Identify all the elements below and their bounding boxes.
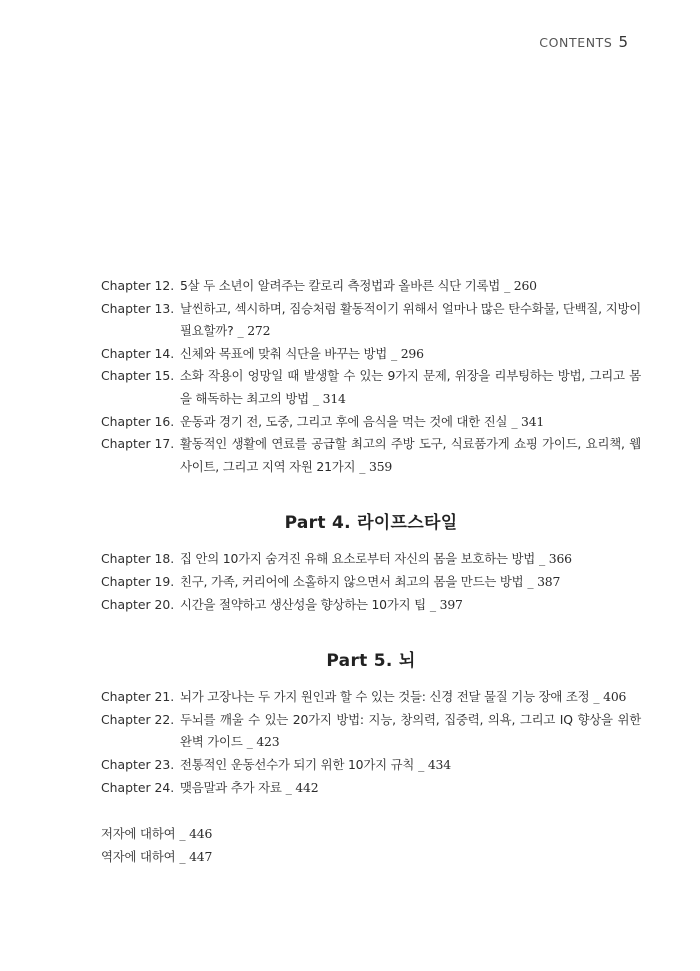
toc-entry-about-author[interactable] bbox=[101, 823, 641, 846]
part3-chapter-list bbox=[101, 275, 641, 478]
toc-entry-chapter-13[interactable] bbox=[101, 298, 641, 343]
chapter-page: _ 406 bbox=[593, 689, 627, 705]
chapter-number: Chapter 17. bbox=[101, 436, 175, 452]
chapter-number: Chapter 19. bbox=[101, 573, 175, 589]
chapter-number: Chapter 14. bbox=[101, 345, 175, 361]
chapter-title-wrap bbox=[180, 709, 641, 754]
page-number: 5 bbox=[618, 33, 628, 51]
chapter-page: _ 296 bbox=[391, 345, 424, 361]
toc-entry-chapter-16[interactable] bbox=[101, 411, 641, 434]
appendix-title: 역자에 대하여 bbox=[101, 848, 176, 864]
chapter-title: 뇌가 고장나는 두 가지 원인과 할 수 있는 것들: 신경 전달 물질 기능 장애 조정 bbox=[180, 689, 590, 705]
part5-chapter-list bbox=[101, 686, 641, 799]
chapter-title-wrap bbox=[180, 365, 641, 410]
appendix-title: 저자에 대하여 bbox=[101, 826, 176, 842]
chapter-title-wrap bbox=[180, 433, 641, 478]
chapter-page: _ 366 bbox=[539, 551, 572, 567]
running-header bbox=[539, 33, 628, 51]
chapter-number: Chapter 15. bbox=[101, 368, 175, 384]
chapter-page: _ 387 bbox=[527, 573, 561, 589]
chapter-title-wrap bbox=[180, 777, 641, 800]
toc-entry-chapter-18[interactable] bbox=[101, 548, 641, 571]
appendix-page: _ 446 bbox=[179, 826, 213, 842]
toc-entry-chapter-22[interactable] bbox=[101, 709, 641, 754]
toc-entry-chapter-21[interactable] bbox=[101, 686, 641, 709]
chapter-page: _ 434 bbox=[418, 756, 451, 772]
chapter-page: _ 272 bbox=[237, 323, 271, 339]
chapter-page: _ 260 bbox=[504, 278, 537, 293]
chapter-title: 맺음말과 추가 자료 bbox=[180, 779, 282, 795]
chapter-number: Chapter 12. bbox=[101, 278, 175, 293]
chapter-title-wrap bbox=[180, 686, 641, 709]
chapter-number: Chapter 23. bbox=[101, 756, 175, 772]
chapter-number: Chapter 20. bbox=[101, 596, 175, 612]
chapter-title-wrap bbox=[180, 594, 641, 617]
chapter-number: Chapter 24. bbox=[101, 779, 175, 795]
chapter-page: _ 341 bbox=[511, 413, 545, 429]
chapter-title-wrap bbox=[180, 275, 641, 298]
chapter-page: _ 397 bbox=[429, 596, 463, 612]
chapter-number: Chapter 13. bbox=[101, 300, 175, 316]
chapter-number: Chapter 16. bbox=[101, 413, 175, 429]
toc-entry-chapter-15[interactable] bbox=[101, 365, 641, 410]
chapter-title: 활동적인 생활에 연료를 공급할 최고의 주방 도구, 식료품가게 쇼핑 가이드, 요리책, 웹사이트, 그리고 지역 자원 21가지 bbox=[180, 436, 641, 474]
chapter-title-wrap bbox=[180, 548, 641, 571]
part4-chapter-list bbox=[101, 548, 641, 616]
toc-entry-chapter-23[interactable] bbox=[101, 754, 641, 777]
running-title: CONTENTS bbox=[539, 35, 613, 50]
chapter-title: 시간을 절약하고 생산성을 향상하는 10가지 팁 bbox=[180, 596, 426, 612]
appendix-list bbox=[101, 823, 641, 868]
chapter-title: 5살 두 소년이 알려주는 칼로리 측정법과 올바른 식단 기록법 bbox=[180, 278, 501, 293]
chapter-page: _ 442 bbox=[285, 779, 319, 795]
table-of-contents bbox=[101, 275, 641, 868]
toc-entry-chapter-14[interactable] bbox=[101, 343, 641, 366]
part4-heading: Part 4. 라이프스타일 bbox=[284, 513, 458, 534]
chapter-page: _ 359 bbox=[359, 458, 393, 474]
toc-entry-about-translator[interactable] bbox=[101, 846, 641, 869]
chapter-title-wrap bbox=[180, 411, 641, 434]
chapter-title: 두뇌를 깨울 수 있는 20가지 방법: 지능, 창의력, 집중력, 의욕, 그리고 IQ 향상을 위한 완벽 가이드 bbox=[180, 711, 641, 750]
toc-entry-chapter-19[interactable] bbox=[101, 571, 641, 594]
chapter-title-wrap bbox=[180, 754, 641, 777]
chapter-title: 소화 작용이 엉망일 때 발생할 수 있는 9가지 문제, 위장을 리부팅하는 방법, 그리고 몸을 해독하는 최고의 방법 bbox=[180, 368, 641, 406]
chapter-title: 운동과 경기 전, 도중, 그리고 후에 음식을 먹는 것에 대한 진실 bbox=[180, 413, 508, 429]
chapter-number: Chapter 18. bbox=[101, 551, 175, 567]
chapter-title: 신체와 목표에 맞춰 식단을 바꾸는 방법 bbox=[180, 345, 388, 361]
toc-entry-chapter-17[interactable] bbox=[101, 433, 641, 478]
chapter-title: 친구, 가족, 커리어에 소홀하지 않으면서 최고의 몸을 만드는 방법 bbox=[180, 573, 524, 589]
toc-entry-chapter-12[interactable] bbox=[101, 275, 641, 298]
appendix-page: _ 447 bbox=[179, 848, 213, 864]
chapter-title-wrap bbox=[180, 298, 641, 343]
chapter-number: Chapter 22. bbox=[101, 711, 175, 727]
toc-entry-chapter-20[interactable] bbox=[101, 594, 641, 617]
chapter-title: 집 안의 10가지 숨겨진 유해 요소로부터 자신의 몸을 보호하는 방법 bbox=[180, 551, 536, 567]
chapter-title: 전통적인 운동선수가 되기 위한 10가지 규칙 bbox=[180, 756, 415, 772]
chapter-title: 날씬하고, 섹시하며, 짐승처럼 활동적이기 위해서 얼마나 많은 탄수화물, 단백질, 지방이 필요할까? bbox=[180, 300, 641, 339]
chapter-page: _ 314 bbox=[312, 390, 346, 406]
chapter-number: Chapter 21. bbox=[101, 689, 175, 705]
chapter-page: _ 423 bbox=[246, 734, 280, 750]
part5-heading: Part 5. 뇌 bbox=[326, 651, 416, 672]
toc-entry-chapter-24[interactable] bbox=[101, 777, 641, 800]
chapter-title-wrap bbox=[180, 343, 641, 366]
chapter-title-wrap bbox=[180, 571, 641, 594]
